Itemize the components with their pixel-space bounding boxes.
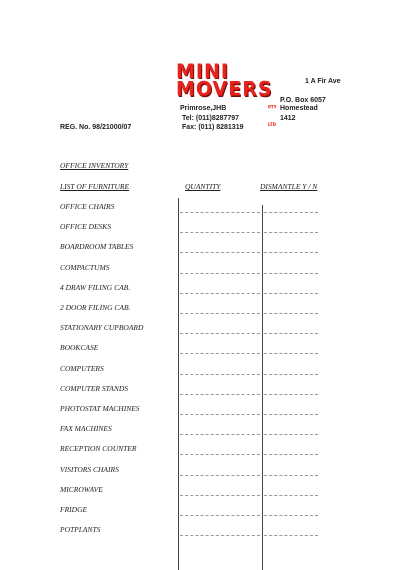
dismantle-column-divider <box>262 205 263 570</box>
column-header-furniture: LIST OF FURNITURE <box>60 182 130 191</box>
logo-line-1: MINI <box>176 60 229 84</box>
dismantle-entry-line[interactable] <box>264 353 318 354</box>
quantity-column-divider <box>178 198 179 570</box>
dismantle-entry-line[interactable] <box>264 434 318 435</box>
homestead: Homestead <box>280 105 318 112</box>
quantity-entry-line[interactable] <box>180 434 260 435</box>
inventory-item-label: OFFICE CHAIRS <box>60 202 115 211</box>
dismantle-entry-line[interactable] <box>264 374 318 375</box>
quantity-entry-line[interactable] <box>180 454 260 455</box>
inventory-item-label: 2 DOOR FILING CAB. <box>60 303 131 312</box>
dismantle-entry-line[interactable] <box>264 232 318 233</box>
quantity-entry-line[interactable] <box>180 394 260 395</box>
dismantle-entry-line[interactable] <box>264 212 318 213</box>
postal-code: 1412 <box>280 115 296 122</box>
dismantle-entry-line[interactable] <box>264 414 318 415</box>
quantity-entry-line[interactable] <box>180 252 260 253</box>
dismantle-entry-line[interactable] <box>264 313 318 314</box>
quantity-entry-line[interactable] <box>180 414 260 415</box>
dismantle-entry-line[interactable] <box>264 333 318 334</box>
quantity-entry-line[interactable] <box>180 212 260 213</box>
inventory-item-label: STATIONARY CUPBOARD <box>60 323 144 333</box>
dismantle-entry-line[interactable] <box>264 454 318 455</box>
inventory-item-label: BOOKCASE <box>60 343 99 353</box>
suburb: Primrose,JHB <box>180 105 227 112</box>
dismantle-entry-line[interactable] <box>264 273 318 274</box>
inventory-item-label: OFFICE DESKS <box>60 222 112 232</box>
dismantle-entry-line[interactable] <box>264 475 318 476</box>
registration-number: REG. No. 98/21000/07 <box>60 124 132 131</box>
quantity-entry-line[interactable] <box>180 232 260 233</box>
quantity-entry-line[interactable] <box>180 353 260 354</box>
column-header-quantity: QUANTITY <box>185 182 221 191</box>
quantity-entry-line[interactable] <box>180 535 260 536</box>
form-title: OFFICE INVENTORY <box>60 161 129 170</box>
logo-line-2: MOVERS <box>176 77 273 101</box>
inventory-item-label: POTPLANTS <box>60 525 101 535</box>
inventory-item-label: 4 DRAW FILING CAB. <box>60 282 131 292</box>
inventory-item-label: PHOTOSTAT MACHINES <box>60 404 140 413</box>
telephone: Tel: (011)8287797 <box>182 115 240 122</box>
inventory-item-label: COMPUTERS <box>60 363 104 373</box>
inventory-item-label: RECEPTION COUNTER <box>60 444 137 454</box>
quantity-entry-line[interactable] <box>180 333 260 334</box>
address-line-1: 1 A Fir Ave <box>305 78 341 85</box>
quantity-entry-line[interactable] <box>180 475 260 476</box>
inventory-item-label: VISITORS CHAIRS <box>60 464 119 474</box>
column-header-dismantle: DISMANTLE Y / N <box>260 182 318 191</box>
po-box: P.O. Box 6057 <box>280 97 326 104</box>
inventory-item-label: BOARDROOM TABLES <box>60 242 134 252</box>
inventory-item-label: FAX MACHINES <box>60 424 112 434</box>
quantity-entry-line[interactable] <box>180 515 260 516</box>
inventory-item-label: COMPACTUMS <box>60 262 110 272</box>
dismantle-entry-line[interactable] <box>264 252 318 253</box>
inventory-item-label: FRIDGE <box>60 505 88 514</box>
dismantle-entry-line[interactable] <box>264 495 318 496</box>
dismantle-entry-line[interactable] <box>264 515 318 516</box>
quantity-entry-line[interactable] <box>180 293 260 294</box>
dismantle-entry-line[interactable] <box>264 293 318 294</box>
quantity-entry-line[interactable] <box>180 374 260 375</box>
logo-pty-ltd: PTY LTD <box>268 104 277 128</box>
dismantle-entry-line[interactable] <box>264 535 318 536</box>
inventory-item-label: MICROWAVE <box>60 484 103 494</box>
fax: Fax: (011) 8281319 <box>182 124 244 131</box>
quantity-entry-line[interactable] <box>180 313 260 314</box>
quantity-entry-line[interactable] <box>180 273 260 274</box>
dismantle-entry-line[interactable] <box>264 394 318 395</box>
quantity-entry-line[interactable] <box>180 495 260 496</box>
inventory-item-label: COMPUTER STANDS <box>60 383 128 393</box>
